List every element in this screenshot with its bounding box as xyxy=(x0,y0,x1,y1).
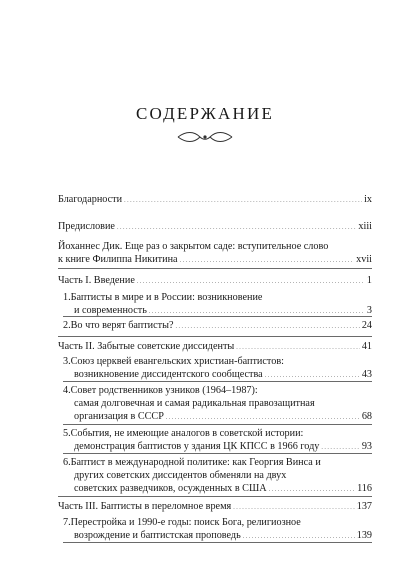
toc-page-number: ix xyxy=(364,194,372,205)
toc-entry-chapter-7[interactable] xyxy=(63,516,372,544)
toc-part-title: Часть II. Забытые советские диссиденты xyxy=(58,341,235,352)
leader-dots xyxy=(180,253,355,268)
toc-entry-title-line: демонстрация баптистов у здания ЦК КПСС в 1966 году xyxy=(74,441,320,452)
leader-dots xyxy=(269,482,355,497)
leader-dots xyxy=(124,193,362,208)
toc-entry-title-line: Перестройка и 1990-е годы: поиск Бога, религиозное xyxy=(70,517,301,528)
toc-page-number: 1 xyxy=(366,275,372,286)
toc-page-number: 43 xyxy=(361,369,372,380)
toc-page-number: 68 xyxy=(361,411,372,422)
leader-dots xyxy=(137,274,365,289)
toc-entry-title: Во что верят баптисты? xyxy=(70,320,174,331)
toc-entry-preface[interactable] xyxy=(58,220,372,235)
toc-entry-chapter-5[interactable] xyxy=(63,427,372,455)
toc-entry-part-3[interactable] xyxy=(58,500,372,515)
toc-entry-title-line: и современность xyxy=(74,305,147,316)
toc-entry-title: Благодарности xyxy=(58,194,123,205)
toc-page-number: xiii xyxy=(358,221,372,232)
toc-page-number: 139 xyxy=(356,530,372,541)
toc-entry-title-line: Йоханнес Дик. Еще раз о закрытом саде: вступительное слово xyxy=(58,241,329,252)
toc-entry-title-line: возникновение диссидентского сообщества xyxy=(74,369,263,380)
chapter-number: 1. xyxy=(63,292,71,303)
toc-entry-part-2[interactable] xyxy=(58,340,372,355)
toc-entry-chapter-4[interactable] xyxy=(63,384,372,425)
leader-dots xyxy=(233,500,355,515)
toc-entry-chapter-1[interactable] xyxy=(63,291,372,319)
chapter-number: 5. xyxy=(63,428,71,439)
separator-line xyxy=(63,542,372,543)
toc-entry-title-line: События, не имеющие аналогов в советской истории: xyxy=(70,428,304,439)
toc-entry-acknowledgements[interactable] xyxy=(58,193,372,208)
toc-entry-title-line: Баптисты в мире и в России: возникновение xyxy=(70,292,263,303)
toc-page-number: 3 xyxy=(366,305,372,316)
toc-part-title: Часть I. Введение xyxy=(58,275,135,286)
toc-entry-title-line: советских разведчиков, осужденных в США xyxy=(74,483,267,494)
toc-entry-chapter-6[interactable] xyxy=(63,456,372,497)
separator-line xyxy=(58,336,372,337)
separator-line xyxy=(63,453,372,454)
chapter-number: 3. xyxy=(63,356,71,367)
toc-entry-foreword[interactable] xyxy=(58,240,372,268)
toc-entry-title: Предисловие xyxy=(58,221,115,232)
toc-page-number: 116 xyxy=(357,483,372,494)
toc-entry-chapter-3[interactable] xyxy=(63,355,372,383)
toc-entry-title-line: Союз церквей евангельских христиан-баптистов: xyxy=(70,356,284,367)
toc-entry-title-line: самая долговечная и самая радикальная правозащитная xyxy=(74,398,315,409)
toc-part-title: Часть III. Баптисты в переломное время xyxy=(58,501,232,512)
toc-entry-title-line: к книге Филиппа Никитина xyxy=(58,254,178,265)
toc-page-number: 137 xyxy=(356,501,372,512)
separator-line xyxy=(63,424,372,425)
leader-dots xyxy=(175,319,359,334)
chapter-number: 2. xyxy=(63,320,71,331)
leader-dots xyxy=(166,410,360,425)
toc-entry-title-line: организация в СССР xyxy=(74,411,164,422)
separator-line xyxy=(63,316,372,317)
separator-line xyxy=(58,268,372,269)
toc-entry-title-line: Совет родственников узников (1964–1987): xyxy=(70,385,258,396)
toc-entry-title-line: других советских диссидентов обменяли на двух xyxy=(74,470,287,481)
chapter-number: 6. xyxy=(63,457,71,468)
toc-page-number: 41 xyxy=(361,341,372,352)
toc-entry-part-1[interactable] xyxy=(58,274,372,289)
toc-page-number: 93 xyxy=(361,441,372,452)
toc-entry-chapter-2[interactable] xyxy=(63,319,372,334)
toc-page-number: 24 xyxy=(361,320,372,331)
chapter-number: 4. xyxy=(63,385,71,396)
toc-entry-title-line: Баптист в международной политике: как Георгия Винса и xyxy=(70,457,321,468)
separator-line xyxy=(63,381,372,382)
page-title: СОДЕРЖАНИЕ xyxy=(135,104,275,123)
toc-page-number: xvii xyxy=(356,254,372,265)
separator-line xyxy=(58,496,372,497)
toc-entry-title-line: возрождение и баптистская проповедь xyxy=(74,530,241,541)
chapter-number: 7. xyxy=(63,517,71,528)
leader-dots xyxy=(236,340,360,355)
leader-dots xyxy=(117,220,356,235)
